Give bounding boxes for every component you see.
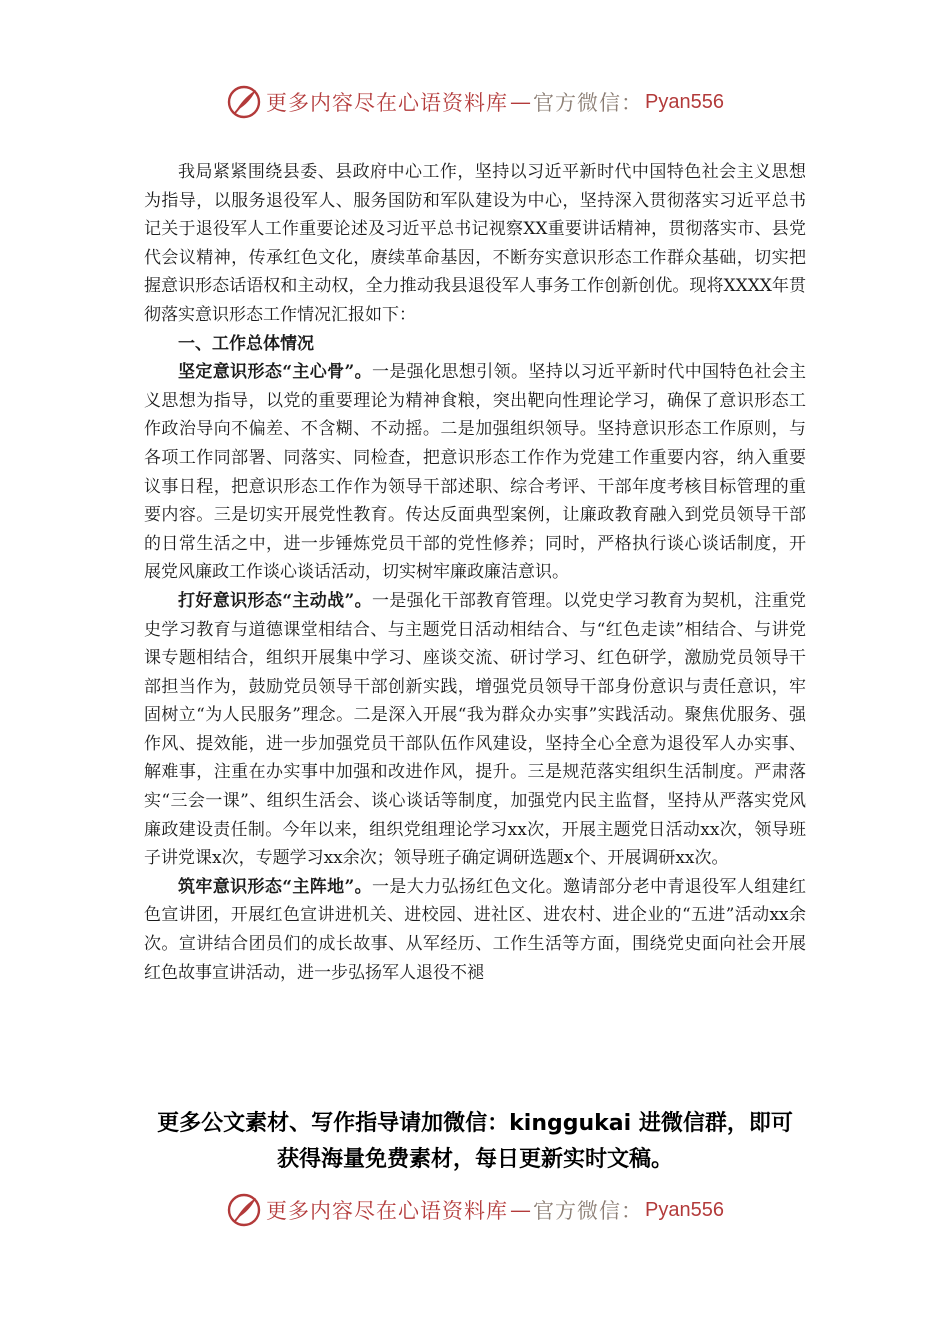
header-banner (0, 82, 950, 122)
promo-line-1: 更多公文素材、写作指导请加微信：kinggukai 进微信群，即可 (157, 1111, 793, 1136)
banner-separator: — (510, 90, 532, 114)
banner-title: 更多内容尽在心语资料库 (266, 1199, 509, 1223)
footer-banner (0, 1190, 950, 1230)
paragraph-2-text: 一是强化干部教育管理。以党史学习教育为契机，注重党史学习教育与道德课堂相结合、与主题党日活动相结合、与“红色走读”相结合、与讲党课专题相结合，组织开展集中学习、座谈交流、研讨学习、红色研学，激励党员领导干部担当作为，鼓励党员领导干部创新实践，增强党员领导干部身份意识与责任意识，牢固树立“为人民服务”理念。二是深入开展“我为群众办实事”实践活动。聚焦优服务、强作风、提效能，进一步加强党员干部队伍作风建设，坚持全心全意为退役军人办实事、解难事，注重在办实事中加强和改进作风，提升。三是规范落实组织生活制度。严肃落实“三会一课”、组织生活会、谈心谈话等制度，加强党内民主监督，坚持从严落实党风廉政建设责任制。今年以来，组织党组理论学习xx次，开展主题党日活动xx次，领导班子讲党课x次，专题学习xx余次；领导班子确定调研选题x个、开展调研xx次。 (144, 590, 807, 869)
promo-line-2: 获得海量免费素材，每日更新实时文稿。 (276, 1147, 673, 1172)
quill-logo-icon (226, 84, 262, 120)
paragraph-1-lead: 坚定意识形态“主心骨”。 (178, 362, 373, 383)
banner-title: 更多内容尽在心语资料库 (266, 91, 509, 115)
banner-wechat-label: 官方微信： (533, 1199, 644, 1223)
promo-notice (0, 1106, 950, 1178)
paragraph-3 (144, 873, 806, 987)
paragraph-1-text: 一是强化思想引领。坚持以习近平新时代中国特色社会主义思想为指导，以党的重要理论为精神食粮，突出靶向性理论学习，确保了意识形态工作政治导向不偏差、不含糊、不动摇。二是加强组织领导。坚持意识形态工作原则，与各项工作同部署、同落实、同检查，把意识形态工作作为党建工作重要内容，纳入重要议事日程，把意识形态工作作为领导干部述职、综合考评、干部年度考核目标管理的重要内容。三是切实开展党性教育。传达反面典型案例，让廉政教育融入到党员领导干部的日常生活之中，进一步锤炼党员干部的党性修养；同时，严格执行谈心谈话制度，开展党风廉政工作谈心谈话活动，切实树牢廉政廉洁意识。 (144, 362, 807, 583)
banner-wechat-id: Pyan556 (645, 1198, 724, 1221)
paragraph-2-lead: 打好意识形态“主动战”。 (178, 590, 373, 611)
banner-separator: — (510, 1198, 532, 1222)
banner-wechat-label: 官方微信： (533, 91, 644, 115)
paragraph-3-lead: 筑牢意识形态“主阵地”。 (178, 876, 373, 897)
paragraph-3-text: 一是大力弘扬红色文化。邀请部分老中青退役军人组建红色宣讲团，开展红色宣讲进机关、进校园、进社区、进农村、进企业的“五进”活动xx余次。宣讲结合团员们的成长故事、从军经历、工作生活等方面，围绕党史面向社会开展红色故事宣讲活动，进一步弘扬军人退役不褪 (144, 876, 807, 983)
section-heading: 一、工作总体情况 (178, 333, 314, 354)
intro-paragraph: 我局紧紧围绕县委、县政府中心工作，坚持以习近平新时代中国特色社会主义思想为指导，以服务退役军人、服务国防和军队建设为中心，坚持深入贯彻落实习近平总书记关于退役军人工作重要论述及习近平总书记视察XX重要讲话精神，贯彻落实市、县党代会议精神，传承红色文化，赓续革命基因，不断夯实意识形态工作群众基础，切实把握意识形态话语权和主动权，全力推动我县退役军人事务工作创新创优。现将XXXX年贯彻落实意识形态工作情况汇报如下： (144, 162, 806, 325)
paragraph-1 (144, 358, 806, 587)
paragraph-2 (144, 587, 806, 873)
banner-wechat-id: Pyan556 (645, 90, 724, 113)
quill-logo-icon (226, 1192, 262, 1228)
document-body (144, 158, 806, 987)
